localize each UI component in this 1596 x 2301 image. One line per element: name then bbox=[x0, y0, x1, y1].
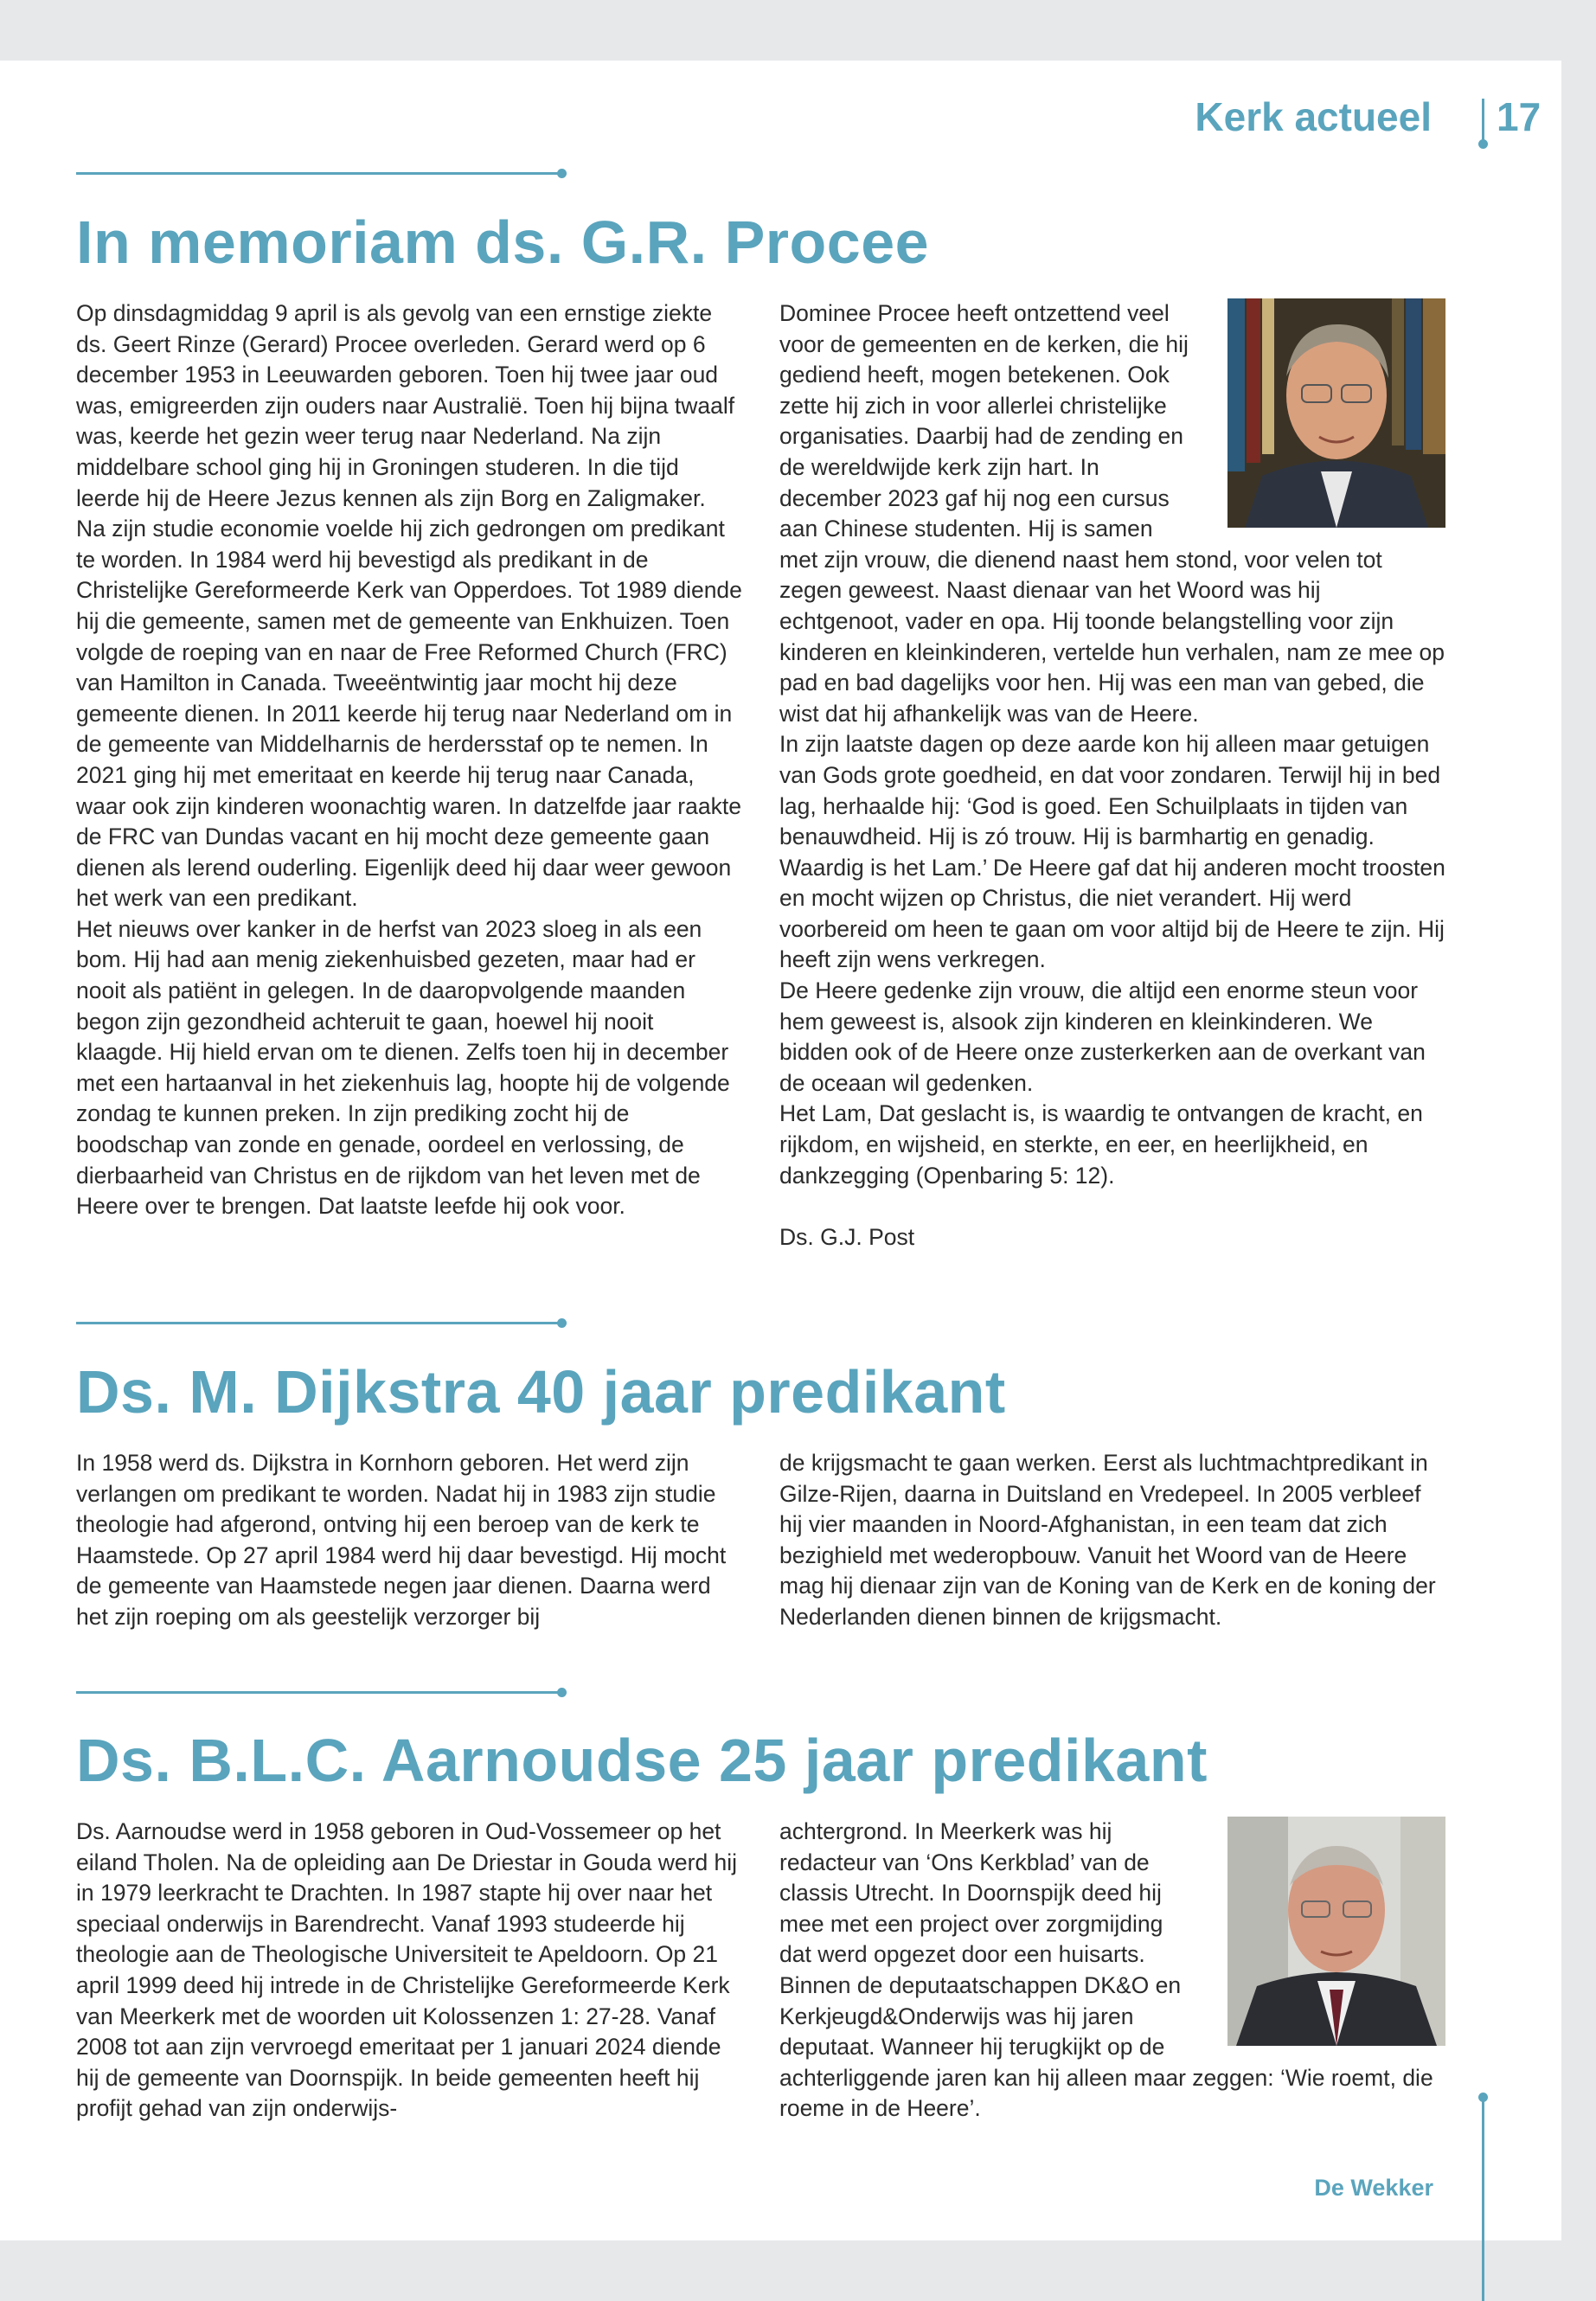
paragraph: achtergrond. In Meerkerk was hij redacteur van ‘Ons Kerkblad’ van de classis Utrecht. In Doornspijk deed hij mee met een project over zorgmijding dat werd opgezet door een huisarts. bbox=[779, 1818, 1163, 1968]
portrait-photo-procee bbox=[1227, 298, 1445, 528]
footer-separator bbox=[1482, 2098, 1484, 2301]
article-procee-right-column bbox=[779, 298, 1445, 1253]
paragraph: Ds. Aarnoudse werd in 1958 geboren in Oud-Vossemeer op het eiland Tholen. Na de opleiding aan De Driestar in Gouda werd hij in 1979 leerkracht te Drachten. In 1987 stapte hij over naar het speciaal onderwijs in Barendrecht. Vanaf 1993 studeerde hij theologie aan de Theologische Universiteit te Apeldoorn. Op 21 april 1999 deed hij intrede in de Christelijke Gereformeerde Kerk van Meerkerk met de woorden uit Kolossenzen 1: 27-28. Vanaf 2008 tot aan zijn vervroegd emeritaat per 1 januari 2024 diende hij de gemeente van Doornspijk. In beide gemeenten heeft hij profijt gehad van zijn onderwijs- bbox=[76, 1818, 738, 2122]
article-divider bbox=[76, 1691, 563, 1694]
section-title: Kerk actueel bbox=[1195, 94, 1432, 139]
paragraph: Dominee Procee heeft ontzettend veel voor de gemeenten en de kerken, die hij gediend heeft, mogen betekenen. Ook zette hij zich in voor allerlei christelijke organisaties. Daarbij had de zending en de wereldwijde kerk zijn hart. In december 2023 gaf hij nog een cursus aan Chinese studenten. Hij is samen met zijn vrouw, die dienend naast hem stond, voor velen tot zegen geweest. Naast dienaar van het Woord was hij echtgenoot, vader en opa. Hij toonde belangstelling voor zijn kinderen en kleinkinderen, vertelde hun verhalen, nam ze mee op pad en bad dagelijks voor hen. Hij was een man van gebed, die wist dat hij afhankelijk was van de Heere. bbox=[779, 300, 1445, 727]
portrait-photo-aarnoudse bbox=[1227, 1817, 1445, 2046]
article-title-procee: In memoriam ds. G.R. Procee bbox=[76, 208, 930, 276]
article-title-dijkstra: Ds. M. Dijkstra 40 jaar predikant bbox=[76, 1358, 1006, 1426]
paragraph: In zijn laatste dagen op deze aarde kon hij alleen maar getuigen van Gods grote goedheid, en dat voor zondaren. Terwijl hij in bed lag, herhaalde hij: ‘God is goed. Een Schuilplaats in tijden van benauwdheid. Hij is zó trouw. Hij is barmhartig en genadig. Waardig is het Lam.’ De Heere gaf dat hij anderen mocht troosten en mocht wijzen op Christus, die niet verandert. Hij werd voorbereid om heen te gaan om voor altijd bij de Heere te zijn. Hij heeft zijn wens verkregen. bbox=[779, 731, 1445, 973]
paragraph: In 1958 werd ds. Dijkstra in Kornhorn geboren. Het werd zijn verlangen om predikant te worden. Nadat hij in 1983 zijn studie theologie had afgerond, ontving hij een beroep van de kerk te Haamstede. Op 27 april 1984 werd hij daar bevestigd. Hij mocht de gemeente van Haamstede negen jaar dienen. Daarna werd het zijn roeping om als geestelijk verzorger bij bbox=[76, 1450, 727, 1630]
paragraph: de krijgsmacht te gaan werken. Eerst als luchtmachtpredikant in Gilze-Rijen, daarna in Duitsland en Vredepeel. In 2005 verbleef hij vier maanden in Noord-Afghanistan, in een team dat zich bezighield met wederopbouw. Vanuit het Woord van de Heere mag hij dienaar zijn van de Koning van de Kerk en de koning der Nederlanden dienen binnen de krijgsmacht. bbox=[779, 1450, 1436, 1630]
magazine-name: De Wekker bbox=[1314, 2175, 1433, 2201]
paragraph: De Heere gedenke zijn vrouw, die altijd een enorme steun voor hem geweest is, alsook zijn kinderen en kleinkinderen. We bidden ook of de Heere onze zusterkerken aan de overkant van de oceaan wil gedenken. bbox=[779, 977, 1426, 1096]
article-procee-left-column bbox=[76, 298, 742, 1222]
paragraph: Het Lam, Dat geslacht is, is waardig te ontvangen de kracht, en rijkdom, en wijsheid, en sterkte, en eer, en heerlijkheid, en dankzegging (Openbaring 5: 12). bbox=[779, 1100, 1423, 1189]
paragraph: Binnen de deputaatschappen DK&O en Kerkjeugd&Onderwijs was hij jaren deputaat. Wanneer hij terugkijkt op de achterliggende jaren kan hij alleen maar zeggen: ‘Wie roemt, die roeme in de Heere’. bbox=[779, 1971, 1433, 2122]
article-divider bbox=[76, 1322, 563, 1324]
magazine-page bbox=[0, 61, 1561, 2240]
article-aarnoudse-left-column bbox=[76, 1817, 742, 2125]
paragraph: Na zijn studie economie voelde hij zich gedrongen om predikant te worden. In 1984 werd hij bevestigd als predikant in de Christelijke Gereformeerde Kerk van Opperdoes. Tot 1989 diende hij die gemeente, samen met de gemeente van Enkhuizen. Toen volgde de roeping van en naar de Free Reformed Church (FRC) van Hamilton in Canada. Tweeëntwintig jaar mocht hij deze gemeente dienen. In 2011 keerde hij terug naar Nederland om in de gemeente van Middelharnis de herdersstaf op te nemen. In 2021 ging hij met emeritaat en keerde hij terug naar Canada, waar ook zijn kinderen woonachtig waren. In datzelfde jaar raakte de FRC van Dundas vacant en hij mocht deze gemeente gaan dienen als lerend ouderling. Eigenlijk deed hij daar weer gewoon het werk van een predikant. bbox=[76, 516, 742, 912]
paragraph: Op dinsdagmiddag 9 april is als gevolg van een ernstige ziekte ds. Geert Rinze (Gerard) Procee overleden. Gerard werd op 6 december 1953 in Leeuwarden geboren. Toen hij twee jaar oud was, emigreerden zijn ouders naar Australië. Toen hij bijna twaalf was, keerde het gezin weer terug naar Nederland. Na zijn middelbare school ging hij in Groningen studeren. In die tijd leerde hij de Heere Jezus kennen als zijn Borg en Zaligmaker. bbox=[76, 300, 735, 511]
paragraph: Het nieuws over kanker in de herfst van 2023 sloeg in als een bom. Hij had aan menig ziekenhuisbed gezeten, maar had er nooit als patiënt in gelegen. In de daaropvolgende maanden begon zijn gezondheid achteruit te gaan, hoewel hij nooit klaagde. Hij hield ervan om te dienen. Zelfs toen hij in december met een hartaanval in het ziekenhuis lag, hoopte hij de volgende zondag te kunnen preken. In zijn prediking zocht hij de boodschap van zonde en genade, oordeel en verlossing, de dierbaarheid van Christus en de rijkdom van het leven met de Heere over te brengen. Dat laatste leefde hij ook voor. bbox=[76, 915, 730, 1220]
article-title-aarnoudse: Ds. B.L.C. Aarnoudse 25 jaar predikant bbox=[76, 1727, 1208, 1794]
article-divider bbox=[76, 172, 563, 175]
page-number: 17 bbox=[1497, 94, 1542, 139]
article-dijkstra-right-column bbox=[779, 1448, 1445, 1633]
header-separator bbox=[1482, 99, 1484, 142]
author-signature: Ds. G.J. Post bbox=[779, 1223, 915, 1250]
article-aarnoudse-right-column bbox=[779, 1817, 1445, 2125]
article-dijkstra-left-column bbox=[76, 1448, 742, 1633]
